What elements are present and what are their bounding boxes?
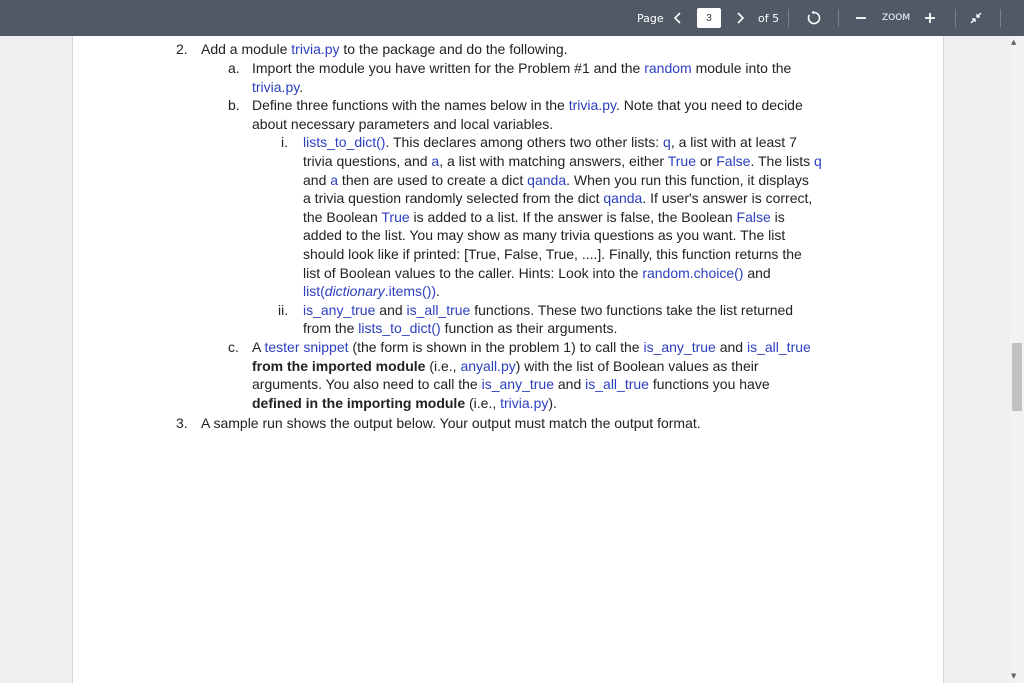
item-2b-line1 <box>252 96 803 114</box>
item-2bi-line8 <box>303 264 771 282</box>
chevron-right-icon <box>734 11 746 25</box>
rotate-button[interactable] <box>806 0 822 36</box>
item-2bi-line5 <box>303 208 785 226</box>
scrollbar-thumb[interactable] <box>1012 343 1022 411</box>
text-span: and <box>715 339 747 355</box>
text-span: . <box>436 283 440 299</box>
text-span: . <box>299 79 304 95</box>
text-span: from the <box>303 320 359 336</box>
text-span: functions. These two functions take the list returned <box>470 302 794 318</box>
item-2bii-numeral: ii. <box>278 302 289 318</box>
keyword-false: False <box>716 153 751 169</box>
item-2c-line2 <box>252 357 759 375</box>
bold-text: from the imported module <box>252 358 426 374</box>
item-2c-line4 <box>252 394 557 412</box>
text-span: is <box>770 209 785 225</box>
text-span: and <box>743 265 771 281</box>
text-span: a trivia question randomly selected from the dict <box>303 190 604 206</box>
text-span: list of Boolean values to the caller. Hints: Look into the <box>303 265 643 281</box>
text-span: is added to a list. If the answer is false, the Boolean <box>409 209 737 225</box>
text-span: . When you run this function, it displays <box>566 172 809 188</box>
document-page <box>72 36 944 683</box>
item-3-number: 3. <box>176 415 188 431</box>
text-span: to the package and do the following. <box>339 41 568 57</box>
item-2a-line2 <box>252 78 303 96</box>
toolbar-divider <box>838 9 839 27</box>
minus-icon <box>855 12 867 24</box>
keyword-items: .items()) <box>384 283 437 299</box>
pdf-toolbar <box>0 0 1024 36</box>
text-span: ) with the list of Boolean values as their <box>515 358 759 374</box>
item-2bi-line6: added to the list. You may show as many trivia questions as you want. The list <box>303 227 786 243</box>
item-2bii-line1 <box>303 301 793 319</box>
text-span: . The lists <box>750 153 815 169</box>
next-page-button[interactable] <box>734 0 746 36</box>
item-2bi-numeral: i. <box>281 134 288 150</box>
text-span: (i.e., <box>465 395 501 411</box>
item-2c-line3 <box>252 375 770 393</box>
keyword-dictionary: dictionary <box>324 283 385 299</box>
text-span: trivia questions, and <box>303 153 432 169</box>
text-span: or <box>696 153 717 169</box>
keyword-random-choice: random.choice() <box>642 265 744 281</box>
collapse-icon <box>969 11 983 25</box>
item-2a-line1 <box>252 59 791 77</box>
text-span: , a list with at least 7 <box>670 134 797 150</box>
text-span: . This declares among others two other lists: <box>385 134 664 150</box>
page-number-input[interactable] <box>697 8 721 28</box>
page-label: Page <box>637 11 664 25</box>
keyword-qanda: qanda <box>603 190 643 206</box>
toolbar-divider <box>1000 9 1001 27</box>
toolbar-divider <box>955 9 956 27</box>
page-count: of 5 <box>758 11 780 25</box>
keyword-lists-to-dict: lists_to_dict() <box>303 134 386 150</box>
text-span: the Boolean <box>303 209 382 225</box>
text-span: and <box>554 376 586 392</box>
keyword-is-all-true: is_all_true <box>585 376 649 392</box>
text-span: . Note that you need to decide <box>615 97 803 113</box>
text-span: ). <box>548 395 557 411</box>
keyword-is-all-true: is_all_true <box>746 339 811 355</box>
text-span: , a list with matching answers, either <box>439 153 668 169</box>
keyword-q: q <box>814 153 822 169</box>
prev-page-button[interactable] <box>672 0 684 36</box>
keyword-is-any-true: is_any_true <box>303 302 376 318</box>
text-span: Define three functions with the names below in the <box>252 97 569 113</box>
keyword-random: random <box>644 60 692 76</box>
keyword-lists-to-dict: lists_to_dict() <box>358 320 441 336</box>
text-span: Import the module you have written for the Problem #1 and the <box>252 60 645 76</box>
text-span: function as their arguments. <box>440 320 618 336</box>
keyword-a: a <box>330 172 339 188</box>
zoom-in-button[interactable] <box>924 0 936 36</box>
item-2bi-line7: should look like if printed: [True, False, True, ....]. Finally, this function returns the <box>303 246 802 262</box>
keyword-false: False <box>736 209 771 225</box>
keyword-anyall-py: anyall.py <box>460 358 516 374</box>
link-trivia-py: trivia.py <box>291 41 340 57</box>
rotate-icon <box>806 10 822 26</box>
keyword-true: True <box>381 209 410 225</box>
keyword-list: list( <box>303 283 325 299</box>
keyword-is-any-true: is_any_true <box>643 339 716 355</box>
text-span: and <box>303 172 331 188</box>
text-span: then are used to create a dict <box>338 172 528 188</box>
item-2a-letter: a. <box>228 60 240 76</box>
keyword-trivia-py: trivia.py <box>500 395 549 411</box>
keyword-trivia-py: trivia.py <box>568 97 616 113</box>
scroll-down-arrow-icon[interactable]: ▼ <box>1011 672 1017 680</box>
plus-icon <box>924 12 936 24</box>
toolbar-divider <box>788 9 789 27</box>
item-2bi-line4 <box>303 189 812 207</box>
keyword-is-any-true: is_any_true <box>481 376 554 392</box>
text-span: and <box>375 302 407 318</box>
item-2b-letter: b. <box>228 97 240 113</box>
item-3-text: A sample run shows the output below. Your output must match the output format. <box>201 415 701 431</box>
scroll-up-arrow-icon[interactable]: ▲ <box>1011 38 1017 46</box>
keyword-is-all-true: is_all_true <box>406 302 471 318</box>
item-2b-line2: about necessary parameters and local variables. <box>252 116 554 132</box>
keyword-a: a <box>431 153 440 169</box>
keyword-trivia-py: trivia.py <box>252 79 300 95</box>
text-span: functions you have <box>648 376 770 392</box>
item-2c-letter: c. <box>228 339 239 355</box>
item-2bi-line1 <box>303 133 797 151</box>
item-2bi-line2 <box>303 152 822 170</box>
collapse-button[interactable] <box>969 0 983 36</box>
text-span: arguments. You also need to call the <box>252 376 482 392</box>
zoom-label: ZOOM <box>882 13 911 23</box>
zoom-out-button[interactable] <box>855 0 867 36</box>
keyword-q: q <box>663 134 671 150</box>
bold-text: defined in the importing module <box>252 395 466 411</box>
chevron-left-icon <box>672 11 684 25</box>
keyword-true: True <box>667 153 696 169</box>
item-2c-line1 <box>252 338 811 356</box>
text-span: A <box>252 339 265 355</box>
text-span: (the form is shown in the problem 1) to call the <box>348 339 644 355</box>
keyword-qanda: qanda <box>527 172 567 188</box>
item-2-number: 2. <box>176 41 188 57</box>
text-span: module into the <box>691 60 792 76</box>
item-2bii-line2 <box>303 319 617 337</box>
keyword-tester-snippet: tester snippet <box>264 339 349 355</box>
text-span: . If user's answer is correct, <box>642 190 813 206</box>
text-span: Add a module <box>201 41 292 57</box>
clipped-text-fragment <box>253 36 633 39</box>
text-span: (i.e., <box>425 358 461 374</box>
item-2bi-line9 <box>303 282 440 300</box>
item-2-text <box>201 40 568 58</box>
item-2bi-line3 <box>303 171 809 189</box>
